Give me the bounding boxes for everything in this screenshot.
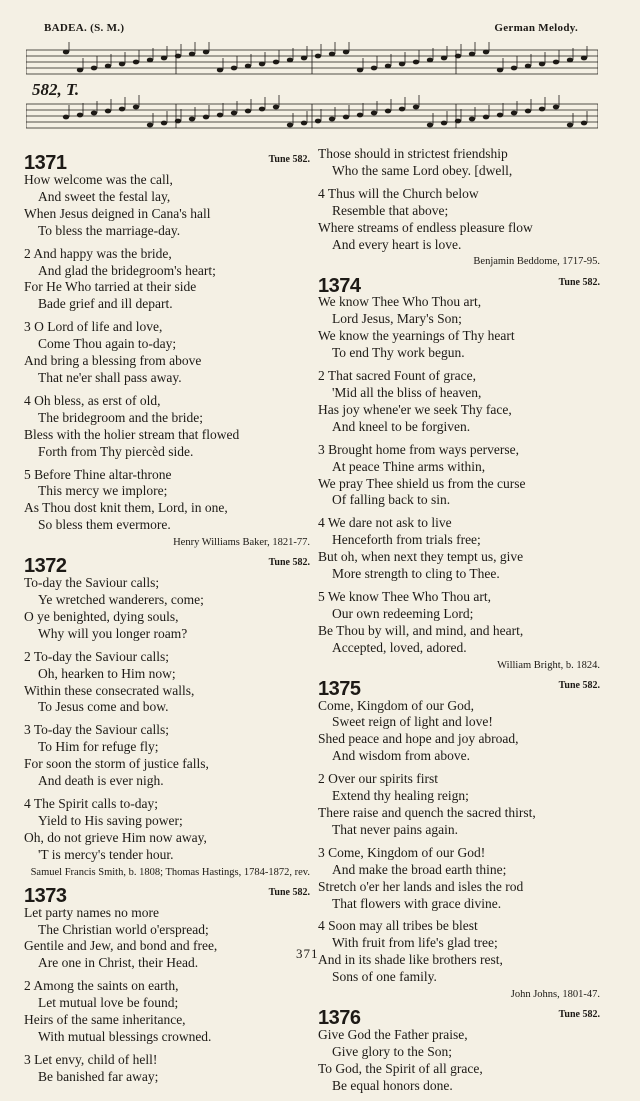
- note-head: [161, 56, 167, 61]
- verse-line: Come Thou again to-day;: [38, 336, 177, 352]
- verse-line: And bring a blessing from above: [24, 353, 202, 369]
- note-head: [343, 50, 349, 55]
- stanza: [24, 796, 310, 864]
- verse-line: 3 O Lord of life and love,: [24, 319, 163, 335]
- verse-line: So bless them evermore.: [38, 517, 171, 533]
- stanza: [318, 515, 600, 583]
- verse-line: Where streams of endless pleasure flow: [318, 219, 533, 235]
- note-head: [189, 52, 195, 57]
- hymn-tune-ref: Tune 582.: [558, 1009, 600, 1021]
- verse-line: Yield to His saving power;: [38, 812, 183, 828]
- verse-line: And death is ever nigh.: [38, 773, 164, 789]
- hymn-header: [318, 270, 600, 297]
- note-head: [441, 121, 447, 126]
- stanza: [318, 845, 600, 913]
- verse-line: Be Thou by will, and mind, and heart,: [318, 622, 524, 638]
- note-head: [133, 105, 139, 110]
- verse-line: 2 And happy was the bride,: [24, 245, 172, 261]
- verse-line: Come, Kingdom of our God,: [318, 697, 474, 713]
- stanza: [24, 575, 310, 643]
- note-head: [357, 68, 363, 73]
- note-head: [385, 109, 391, 114]
- note-head: [105, 109, 111, 114]
- note-head: [427, 58, 433, 63]
- verse-line: More strength to cling to Thee.: [332, 566, 500, 582]
- verse-line: Henceforth from trials free;: [332, 532, 481, 548]
- note-head: [497, 113, 503, 118]
- verse-line: 3 To-day the Saviour calls;: [24, 722, 170, 738]
- verse-line: That ne'er shall pass away.: [38, 369, 182, 385]
- verse-line: And kneel to be forgiven.: [332, 418, 471, 434]
- page-number: 371: [296, 946, 319, 961]
- note-head: [441, 56, 447, 61]
- note-head: [203, 50, 209, 55]
- verse-line: 4 We dare not ask to live: [318, 515, 452, 531]
- verse-line: 4 Thus will the Church below: [318, 185, 479, 201]
- note-head: [385, 64, 391, 69]
- tune-name: BADEA. (S. M.): [44, 22, 125, 34]
- verse-line: For He Who tarried at their side: [24, 279, 197, 295]
- note-head: [413, 105, 419, 110]
- note-head: [217, 113, 223, 118]
- stanza: [24, 172, 310, 240]
- hymn-header: [24, 881, 310, 905]
- note-head: [175, 54, 181, 59]
- verse-line: With fruit from life's glad tree;: [332, 935, 498, 951]
- verse-line: This mercy we implore;: [38, 483, 168, 499]
- note-head: [357, 113, 363, 118]
- verse-line: Lord Jesus, Mary's Son;: [332, 311, 462, 327]
- verse-line: How welcome was the call,: [24, 172, 173, 187]
- verse-line: For soon the storm of justice falls,: [24, 756, 209, 772]
- verse-line: 4 Soon may all tribes be blest: [318, 918, 478, 934]
- verse-line: And wisdom from above.: [332, 748, 470, 764]
- note-head: [469, 117, 475, 122]
- stanza: [24, 905, 310, 973]
- hymn-number: 1374: [318, 274, 361, 297]
- hymn-header: [318, 1003, 600, 1030]
- verse-line: 5 We know Thee Who Thou art,: [318, 588, 492, 604]
- note-head: [91, 66, 97, 71]
- left-column: [24, 146, 310, 1092]
- note-head: [315, 119, 321, 124]
- note-head: [231, 66, 237, 71]
- verse-line: And glad the bridegroom's heart;: [38, 262, 216, 278]
- note-head: [539, 107, 545, 112]
- note-head: [301, 56, 307, 61]
- note-head: [525, 64, 531, 69]
- verse-line: Let party names no more: [24, 904, 159, 920]
- note-head: [175, 119, 181, 124]
- note-head: [497, 68, 503, 73]
- note-head: [329, 52, 335, 57]
- note-head: [287, 58, 293, 63]
- verse-line: Ye wretched wanderers, come;: [38, 592, 204, 608]
- note-head: [287, 123, 293, 128]
- verse-line: Those should in strictest friendship: [318, 146, 508, 161]
- note-head: [581, 121, 587, 126]
- note-head: [77, 113, 83, 118]
- note-head: [203, 115, 209, 120]
- note-head: [511, 111, 517, 116]
- verse-line: 2 Among the saints on earth,: [24, 978, 179, 994]
- hymn-number: 1376: [318, 1007, 361, 1030]
- stanza: [24, 467, 310, 535]
- verse-line: Be banished far away;: [38, 1068, 159, 1084]
- note-head: [343, 115, 349, 120]
- note-head: [371, 111, 377, 116]
- verse-line: Bade grief and ill depart.: [38, 296, 173, 312]
- stanza: [318, 368, 600, 436]
- verse-line: We know Thee Who Thou art,: [318, 294, 482, 310]
- stanza: [24, 319, 310, 387]
- hymn-author: John Johns, 1801-47.: [510, 989, 600, 1001]
- verse-line: And in its shade like brothers rest,: [318, 952, 503, 968]
- verse-line: 4 The Spirit calls to-day;: [24, 796, 158, 811]
- stanza: [24, 722, 310, 790]
- note-head: [455, 54, 461, 59]
- verse-line: Oh, do not grieve Him now away,: [24, 829, 207, 845]
- verse-line: Within these consecrated walls,: [24, 682, 195, 698]
- verse-line: 4 Oh bless, as erst of old,: [24, 392, 161, 408]
- note-head: [329, 117, 335, 122]
- hymn-header: [24, 148, 310, 175]
- hymn-number: 1372: [24, 555, 67, 578]
- note-head: [553, 105, 559, 110]
- verse-line: With mutual blessings crowned.: [38, 1028, 212, 1044]
- verse-line: The Christian world o'erspread;: [38, 921, 209, 937]
- note-head: [133, 60, 139, 65]
- verse-line: 2 Over our spirits first: [318, 771, 438, 787]
- verse-line: To bless the marriage-day.: [38, 222, 181, 238]
- verse-line: Gentile and Jew, and bond and free,: [24, 938, 218, 954]
- note-head: [147, 123, 153, 128]
- note-head: [525, 109, 531, 114]
- stanza: [24, 978, 310, 1046]
- verse-line: To God, the Spirit of all grace,: [318, 1060, 483, 1076]
- stanza: [24, 393, 310, 461]
- verse-line: Sons of one family.: [332, 969, 437, 985]
- note-head: [483, 50, 489, 55]
- note-head: [259, 107, 265, 112]
- note-head: [105, 64, 111, 69]
- verse-line: Sweet reign of light and love!: [332, 714, 493, 730]
- stanza: [318, 589, 600, 657]
- verse-line: There raise and quench the sacred thirst,: [318, 805, 536, 820]
- hymn-number: 1371: [24, 152, 67, 175]
- note-head: [273, 60, 279, 65]
- verse-line: That never pains again.: [332, 821, 458, 837]
- verse-line: Oh, hearken to Him now;: [38, 665, 176, 681]
- hymn-number: 1373: [24, 884, 67, 907]
- verse-line: To-day the Saviour calls;: [24, 575, 160, 591]
- verse-line: Shed peace and hope and joy abroad,: [318, 731, 519, 747]
- verse-line: O ye benighted, dying souls,: [24, 608, 179, 624]
- note-head: [399, 107, 405, 112]
- note-head: [77, 68, 83, 73]
- stanza: [24, 246, 310, 314]
- verse-line: 3 Brought home from ways perverse,: [318, 441, 519, 457]
- verse-line: 3 Come, Kingdom of our God!: [318, 844, 486, 860]
- verse-line: And sweet the festal lay,: [38, 188, 171, 204]
- note-head: [231, 111, 237, 116]
- note-head: [469, 52, 475, 57]
- verse-line: We know the yearnings of Thy heart: [318, 328, 515, 344]
- verse-line: Of falling back to sin.: [332, 492, 451, 508]
- note-head: [245, 109, 251, 114]
- tune-number-label: 582, T.: [32, 80, 80, 99]
- verse-line: Forth from Thy piercèd side.: [38, 443, 194, 459]
- stanza: [318, 146, 600, 180]
- hymn-tune-ref: Tune 582.: [268, 557, 310, 569]
- note-head: [259, 62, 265, 67]
- note-head: [399, 62, 405, 67]
- right-column: [318, 146, 600, 1101]
- verse-line: Has joy whene'er we seek Thy face,: [318, 401, 512, 417]
- note-head: [511, 66, 517, 71]
- verse-line: Let mutual love be found;: [38, 995, 179, 1011]
- hymn-author: Samuel Francis Smith, b. 1808; Thomas Hastings, 1784-1872, rev.: [30, 866, 310, 878]
- verse-line: Extend thy healing reign;: [332, 788, 469, 804]
- hymn-tune-ref: Tune 582.: [268, 154, 310, 166]
- stanza: [24, 1052, 310, 1086]
- hymn-author: William Bright, b. 1824.: [497, 659, 600, 671]
- note-head: [371, 66, 377, 71]
- note-head: [161, 121, 167, 126]
- hymn-tune-ref: Tune 582.: [558, 276, 600, 288]
- stanza: [318, 186, 600, 254]
- stanza: [318, 442, 600, 510]
- verse-line: Give glory to the Son;: [332, 1043, 452, 1059]
- verse-line: 'T is mercy's tender hour.: [38, 846, 174, 862]
- note-head: [301, 121, 307, 126]
- note-head: [483, 115, 489, 120]
- verse-line: As Thou dost knit them, Lord, in one,: [24, 500, 228, 516]
- verse-line: Why will you longer roam?: [38, 625, 188, 641]
- note-head: [553, 60, 559, 65]
- note-head: [217, 68, 223, 73]
- hymn-tune-ref: Tune 582.: [268, 886, 310, 898]
- verse-line: Resemble that above;: [332, 202, 449, 218]
- verse-line: Accepted, loved, adored.: [332, 639, 467, 655]
- note-head: [63, 115, 69, 120]
- melody-credit: German Melody.: [494, 22, 578, 34]
- stanza: [318, 1027, 600, 1095]
- note-head: [119, 62, 125, 67]
- verse-line: The bridegroom and the bride;: [38, 409, 203, 425]
- note-head: [147, 58, 153, 63]
- note-head: [273, 105, 279, 110]
- note-head: [315, 54, 321, 59]
- verse-line: Give God the Father praise,: [318, 1027, 468, 1043]
- verse-line: 2 To-day the Saviour calls;: [24, 648, 170, 664]
- note-head: [91, 111, 97, 116]
- verse-line: 'Mid all the bliss of heaven,: [332, 384, 482, 400]
- note-head: [427, 123, 433, 128]
- stanza: [318, 698, 600, 766]
- verse-line: Be equal honors done.: [332, 1077, 453, 1093]
- note-head: [539, 62, 545, 67]
- verse-line: Who the same Lord obey. [dwell,: [332, 162, 513, 178]
- verse-line: To Him for refuge fly;: [38, 739, 159, 755]
- verse-line: Stretch o'er her lands and isles the rod: [318, 878, 524, 894]
- music-score: [26, 42, 598, 142]
- note-head: [567, 58, 573, 63]
- stanza: [318, 294, 600, 362]
- verse-line: But oh, when next they tempt us, give: [318, 549, 524, 565]
- verse-line: That flowers with grace divine.: [332, 895, 502, 911]
- verse-line: When Jesus deigned in Cana's hall: [24, 205, 211, 221]
- stanza: [24, 649, 310, 717]
- verse-line: And make the broad earth thine;: [332, 861, 507, 877]
- note-head: [63, 50, 69, 55]
- hymn-author: Benjamin Beddome, 1717-95.: [473, 256, 600, 268]
- note-head: [189, 117, 195, 122]
- verse-line: 3 Let envy, child of hell!: [24, 1051, 158, 1067]
- hymn-header: [318, 674, 600, 698]
- hymn-number: 1375: [318, 677, 361, 700]
- verse-line: At peace Thine arms within,: [332, 458, 486, 474]
- note-head: [119, 107, 125, 112]
- verse-line: 2 That sacred Fount of grace,: [318, 368, 476, 384]
- verse-line: To end Thy work begun.: [332, 345, 465, 361]
- note-head: [581, 56, 587, 61]
- hymn-header: [24, 551, 310, 578]
- hymn-author: Henry Williams Baker, 1821-77.: [173, 537, 310, 549]
- verse-line: Heirs of the same inheritance,: [24, 1012, 186, 1028]
- verse-line: To Jesus come and bow.: [38, 699, 169, 715]
- note-head: [413, 60, 419, 65]
- note-head: [455, 119, 461, 124]
- note-head: [567, 123, 573, 128]
- stanza: [318, 771, 600, 839]
- stanza: [318, 918, 600, 986]
- verse-line: Are one in Christ, their Head.: [38, 955, 199, 971]
- verse-line: And every heart is love.: [332, 236, 462, 252]
- hymn-tune-ref: Tune 582.: [558, 679, 600, 691]
- verse-line: We pray Thee shield us from the curse: [318, 475, 526, 491]
- verse-line: Bless with the holier stream that flowed: [24, 426, 240, 442]
- verse-line: Our own redeeming Lord;: [332, 605, 474, 621]
- note-head: [245, 64, 251, 69]
- verse-line: 5 Before Thine altar-throne: [24, 466, 172, 482]
